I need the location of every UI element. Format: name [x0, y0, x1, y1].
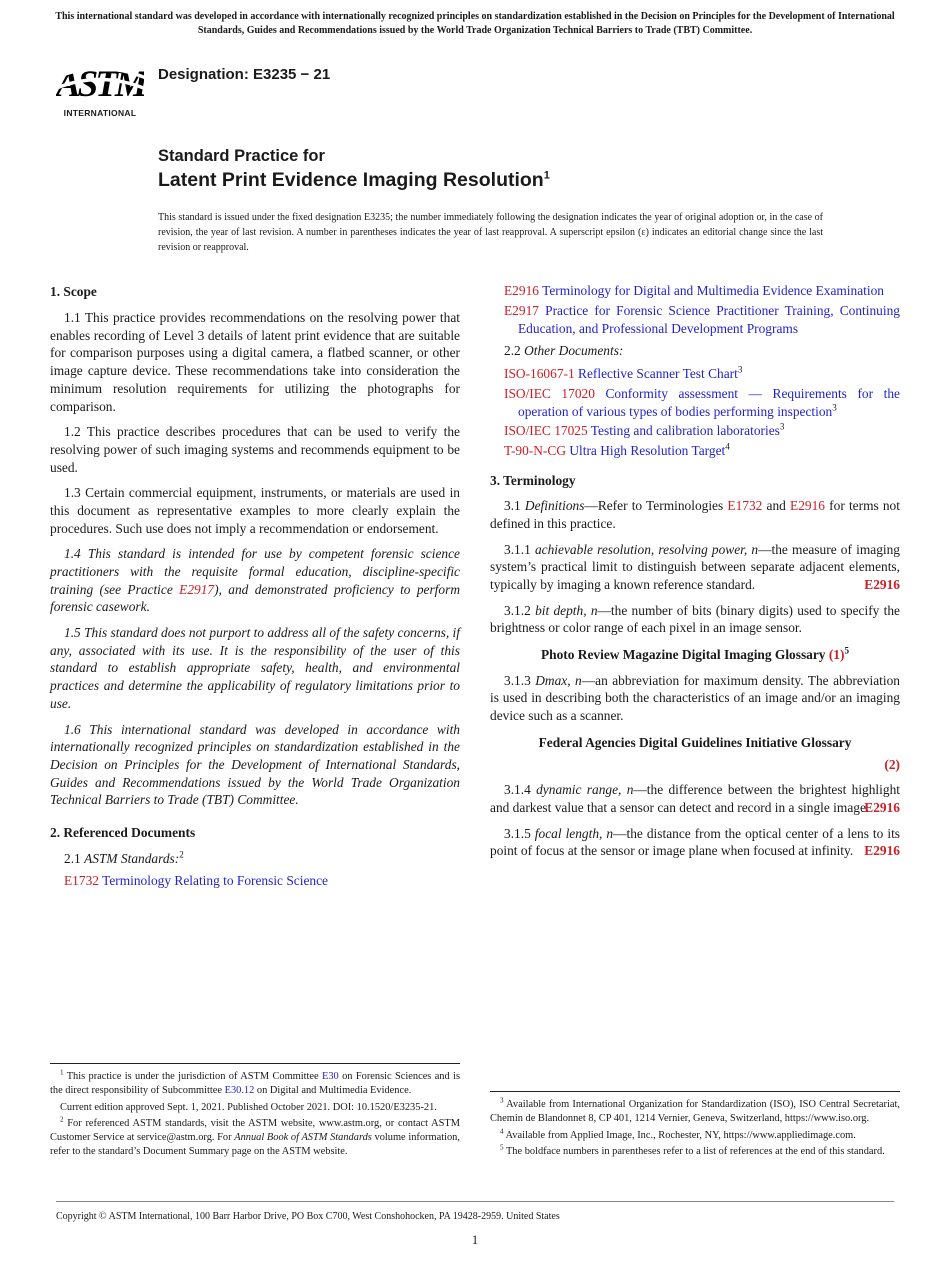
- standard-title-e1732[interactable]: Terminology Relating to Forensic Science: [98, 873, 328, 889]
- link-e2916[interactable]: E2916: [790, 498, 825, 514]
- para-2.1: 2.1 ASTM Standards:$^2$: [64, 849, 184, 866]
- footnote-marker-2: 2: [179, 849, 184, 860]
- standard-title-iso-iec-17020[interactable]: Conformity assessment — Requirements for the operation of various types of bodies performing inspection: [518, 385, 900, 419]
- page-number: 1: [471, 1233, 479, 1247]
- two-column-body: [50, 281, 900, 1161]
- astm-logo-text: ASTM: [56, 64, 144, 106]
- designation-label: Designation:: [158, 66, 249, 84]
- astm-logo-subtext: INTERNATIONAL: [63, 108, 137, 119]
- para-1.2: 1.2 This practice describes procedures that can be used to verify the resolving power of such imaging systems and recommends equipment to be used.: [50, 424, 460, 475]
- source-tag-e2916: E2916: [864, 843, 900, 859]
- reference-item-e1732: [50, 872, 460, 890]
- glossary-source-photo-review: Photo Review Magazine Digital Imaging Glossary $(1)^5$: [540, 645, 850, 663]
- definition-3.1.5: 3.1.5 focal length, n—the distance from the optical center of a lens to its point of focus at the sensor or image plane when focused at infinity. E2916: [490, 825, 900, 859]
- footnote-marker-3: 3: [832, 402, 837, 413]
- para-1.3: 1.3 Certain commercial equipment, instruments, or materials are used in this document as representative examples to more clearly explain the procedures. Such use does not imply a recommendation or endorsement.: [50, 485, 460, 536]
- section-heading-terminology: 3. Terminology: [490, 472, 576, 488]
- reference-number-2-line: [490, 756, 900, 774]
- document-header: [54, 56, 902, 255]
- footnote-marker-3: 3: [737, 364, 743, 375]
- standard-title-iso-iec-17025[interactable]: Testing and calibration laboratories: [587, 423, 780, 439]
- footnote-5: $^5$ The boldface numbers in parentheses refer to a list of references at the end of this standard.: [500, 1143, 885, 1157]
- standard-link-e2916[interactable]: E2916: [504, 283, 539, 299]
- para-2.2: 2.2 Other Documents:: [504, 343, 624, 359]
- para-1.1: 1.1 This practice provides recommendations on the resolving power that enables recording of Level 3 details of latent print evidence that are suitable for comparison purposes using a digital camera, a flatbed scanner, or other image capture device. These recommendations take into consideration the minimum resolution requirements for utilizing the photographs for comparison.: [50, 310, 460, 414]
- para-3.1: 3.1 Definitions—Refer to Terminologies E1732 and E2916 for terms not defined in this practice.: [490, 498, 900, 531]
- definition-3.1.4: 3.1.4 dynamic range, n—the difference between the brightest highlight and darkest value that a sensor can detect and record in a single image. E2916: [490, 782, 900, 815]
- reference-item-iso-16067-1: [490, 365, 900, 383]
- reference-number-2[interactable]: (2): [884, 756, 900, 772]
- footnote-marker-4: 4: [725, 441, 730, 452]
- reference-item-iso-iec-17025: [490, 422, 900, 440]
- standard-title-e2916[interactable]: Terminology for Digital and Multimedia Evidence Examination: [538, 283, 884, 299]
- right-footnotes: [490, 1091, 900, 1161]
- definition-3.1.2: 3.1.2 bit depth, n—the number of bits (binary digits) used to specify the brightness or color range of each pixel in an image sensor.: [490, 602, 900, 636]
- standard-link-e1732[interactable]: E1732: [64, 873, 99, 889]
- link-e30-12[interactable]: E30.12: [224, 1085, 255, 1097]
- standard-link-iso-16067-1[interactable]: ISO-16067-1: [504, 366, 575, 382]
- footnote-1: $^1$ This practice is under the jurisdiction of ASTM Committee E30 on Forensic Sciences and is the direct responsibility of Subcommittee E30.12 on Digital and Multimedia Evidence.: [50, 1068, 460, 1097]
- footnote-rule-left: [50, 1063, 460, 1064]
- standard-title-iso-16067-1[interactable]: Reflective Scanner Test Chart: [574, 366, 738, 382]
- reference-item-iso-iec-17020: [490, 385, 900, 420]
- title-kicker: Standard Practice for: [158, 147, 325, 166]
- para-1.4: 1.4 This standard is intended for use by competent forensic science practitioners with the requisite formal education, discipline-specific training (see Practice E2917), and demonstrated proficiency to perform forensic casework.: [50, 546, 460, 615]
- link-e2917[interactable]: E2917: [179, 581, 215, 597]
- footnote-3: $^3$ Available from International Organization for Standardization (ISO), ISO Central Secretariat, Chemin de Blandonnet 8, CP 401, 1214 Vernier, Geneva, Switzerland, https://www.iso.org.: [490, 1096, 900, 1125]
- footnote-current-edition: Current edition approved Sept. 1, 2021. Published October 2021. DOI: 10.1520/E3235-21.: [60, 1101, 437, 1113]
- footnote-marker-3: 3: [779, 421, 785, 432]
- astm-logo-graphic: [56, 56, 144, 106]
- standard-title-e2917[interactable]: Practice for Forensic Science Practitioner Training, Continuing Education, and Professional Development Programs: [518, 303, 900, 336]
- left-footnotes: [50, 1063, 460, 1161]
- standard-title-t-90-n-cg[interactable]: Ultra High Resolution Target: [566, 442, 726, 458]
- reference-item-e2917: [490, 302, 900, 337]
- issued-note: This standard is issued under the fixed designation E3235; the number immediately following the designation indicates the year of original adoption or, in the case of revision, the year of last revision. A number in parentheses indicates the year of last reapproval. A superscript epsilon (ε) indicates an editorial change since the last revision or reapproval.: [158, 212, 823, 254]
- standard-link-e2917[interactable]: E2917: [504, 303, 539, 319]
- header-right: [146, 56, 902, 255]
- footnote-rule-right: [490, 1091, 900, 1092]
- para-1.6: 1.6 This international standard was developed in accordance with internationally recognized principles on standardization established in the Decision on Principles for the Development of International Standards, Guides and Recommendations issued by the World Trade Organization Technical Barriers to Trade (TBT) Committee.: [50, 721, 460, 808]
- source-tag-e2916: E2916: [864, 577, 900, 592]
- section-heading-referenced-documents: 2. Referenced Documents: [50, 824, 196, 840]
- source-tag-e2916: E2916: [864, 799, 900, 815]
- standard-link-t-90-n-cg[interactable]: T-90-N-CG: [504, 442, 566, 458]
- copyright-line: Copyright © ASTM International, 100 Barr Harbor Drive, PO Box C700, West Conshohocken, PA 19428-2959. United States: [56, 1211, 560, 1222]
- reference-item-e2916: [490, 282, 900, 300]
- footnote-2: $^2$ For referenced ASTM standards, visit the ASTM website, www.astm.org, or contact ASTM Customer Service at service@astm.org. For Annual Book of ASTM Standards volume information, refer to the standard’s Document Summary page on the ASTM website.: [50, 1115, 460, 1157]
- standard-link-iso-iec-17025[interactable]: ISO/IEC 17025: [504, 423, 588, 439]
- definition-3.1.1: 3.1.1 achievable resolution, resolving power, n—the measure of imaging system’s practical limit to distinguish between separate adjacent elements, typically by imaging a known reference standard. E2916: [490, 541, 901, 592]
- page-footer: [56, 1201, 894, 1222]
- link-e30[interactable]: E30: [322, 1071, 339, 1083]
- tbt-notice: This international standard was developed in accordance with internationally recognized principles on standardization established in the Decision on Principles for the Development of International Standards, Guides and Recommendations issued by the World Trade Organization Technical Barriers to Trade (TBT) Committee.: [55, 11, 895, 37]
- designation: [158, 66, 902, 83]
- definition-3.1.3: 3.1.3 Dmax, n—an abbreviation for maximum density. The abbreviation is used in describing both the characteristics of an image and/or an imaging device such as a scanner.: [490, 672, 900, 724]
- designation-value: E3235 − 21: [253, 66, 331, 84]
- left-column: [50, 281, 460, 1161]
- reference-item-t-90-n-cg: [490, 442, 900, 460]
- title-main: Latent Print Evidence Imaging Resolution$^1$: [158, 169, 550, 192]
- glossary-source-fadgi: Federal Agencies Digital Guidelines Initiative Glossary: [538, 734, 852, 750]
- footnote-marker-5: 5: [844, 645, 850, 656]
- title-footnote-marker: 1: [543, 169, 550, 182]
- link-e1732[interactable]: E1732: [727, 498, 763, 514]
- section-heading-scope: 1. Scope: [50, 284, 97, 300]
- standard-link-iso-iec-17020[interactable]: ISO/IEC 17020: [504, 385, 595, 401]
- page-title: [158, 147, 902, 192]
- astm-logo: [54, 56, 146, 255]
- para-1.5: 1.5 This standard does not purport to address all of the safety concerns, if any, associated with its use. It is the responsibility of the user of this standard to establish appropriate safety, health, and environmental practices and determine the applicability of regulatory limitations prior to use.: [50, 625, 460, 711]
- footnote-4: $^4$ Available from Applied Image, Inc., Rochester, NY, https://www.appliedimage.com.: [500, 1127, 856, 1141]
- reference-number-1[interactable]: (1): [828, 647, 845, 663]
- right-column: [490, 281, 900, 1161]
